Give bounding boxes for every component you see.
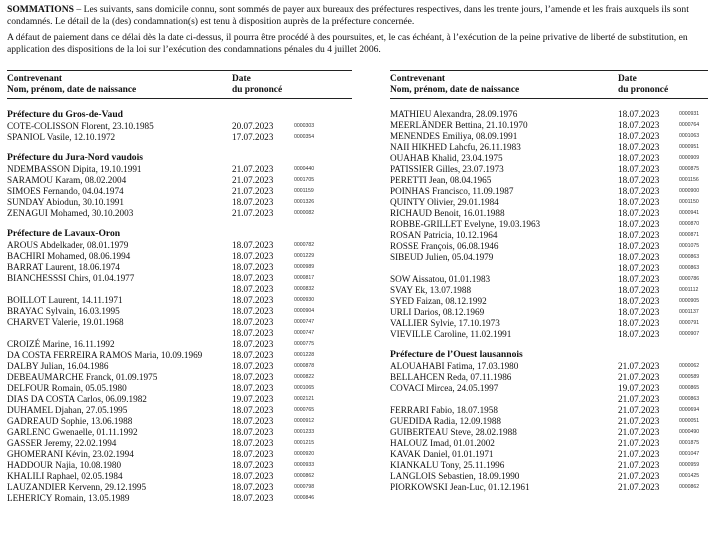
prefecture-section <box>7 109 352 143</box>
case-number: 0000765 <box>294 407 315 413</box>
pronouncement-date: 18.07.2023 <box>618 296 660 306</box>
section-spacer <box>390 340 708 349</box>
case-number: 0000062 <box>679 363 700 369</box>
pronouncement-date: 18.07.2023 <box>618 153 660 163</box>
pronouncement-date: 18.07.2023 <box>232 273 274 283</box>
pronouncement-date: 21.07.2023 <box>232 208 274 218</box>
case-number: 0000863 <box>679 265 700 271</box>
offender-name: NDEMBASSON Dipita, 19.10.1991 <box>7 164 142 174</box>
pronouncement-date: 21.07.2023 <box>618 460 660 470</box>
section-spacer <box>7 143 352 152</box>
pronouncement-date: 18.07.2023 <box>618 219 660 229</box>
pronouncement-date: 21.07.2023 <box>618 416 660 426</box>
offender-header-line2: Nom, prénom, date de naissance <box>390 85 520 95</box>
offender-name: SIMOES Fernando, 04.04.1974 <box>7 186 124 196</box>
case-number: 0000931 <box>679 111 700 117</box>
intro-text <box>7 4 707 59</box>
case-number: 0000989 <box>294 264 315 270</box>
case-number: 0000747 <box>294 330 315 336</box>
pronouncement-date: 21.07.2023 <box>232 175 274 185</box>
offender-name: RICHAUD Benoit, 16.01.1988 <box>390 208 505 218</box>
pronouncement-date: 18.07.2023 <box>232 339 274 349</box>
offender-name: CHARVET Valerie, 19.01.1968 <box>7 317 124 327</box>
offender-row <box>7 427 352 438</box>
offender-name: GADREAUD Sophie, 13.06.1988 <box>7 416 133 426</box>
offender-row <box>7 175 352 186</box>
offender-name: DIAS DA COSTA Carlos, 06.09.1982 <box>7 394 147 404</box>
case-number: 0000490 <box>679 429 700 435</box>
pronouncement-date: 18.07.2023 <box>232 328 274 338</box>
offender-row <box>7 438 352 449</box>
pronouncement-date: 21.07.2023 <box>232 164 274 174</box>
offender-header-line1: Contrevenant <box>7 74 63 84</box>
offender-row <box>390 142 708 153</box>
pronouncement-date: 21.07.2023 <box>618 361 660 371</box>
pronouncement-date: 18.07.2023 <box>232 416 274 426</box>
offender-row <box>390 120 708 131</box>
column-header-rule <box>390 98 708 99</box>
column-top-rule <box>7 70 352 71</box>
offender-row <box>7 284 352 295</box>
pronouncement-date: 18.07.2023 <box>618 230 660 240</box>
offender-row <box>390 175 708 186</box>
offender-row <box>390 394 708 405</box>
offender-name: SOW Aissatou, 01.01.1983 <box>390 274 491 284</box>
pronouncement-date: 18.07.2023 <box>618 318 660 328</box>
case-number: 0000822 <box>294 374 315 380</box>
case-number: 0001065 <box>294 385 315 391</box>
pronouncement-date: 18.07.2023 <box>232 493 274 503</box>
offender-name: LEHERICY Romain, 13.05.1989 <box>7 493 130 503</box>
offender-name: AROUS Abdelkader, 08.01.1979 <box>7 240 129 250</box>
pronouncement-date: 18.07.2023 <box>618 197 660 207</box>
offender-header-line2: Nom, prénom, date de naissance <box>7 85 137 95</box>
offender-row <box>390 438 708 449</box>
pronouncement-date: 18.07.2023 <box>232 482 274 492</box>
offender-row <box>7 394 352 405</box>
pronouncement-date: 17.07.2023 <box>232 132 274 142</box>
left-column <box>7 70 352 504</box>
offender-row <box>7 361 352 372</box>
date-header-line1: Date <box>618 74 637 84</box>
offender-name: DUHAMEL Djahan, 27.05.1995 <box>7 405 128 415</box>
offender-row <box>390 186 708 197</box>
column-top-rule <box>390 70 708 71</box>
pronouncement-date: 20.07.2023 <box>232 121 274 131</box>
right-sections <box>390 109 708 493</box>
offender-row <box>390 329 708 340</box>
pronouncement-date: 21.07.2023 <box>618 372 660 382</box>
offender-row <box>390 274 708 285</box>
offender-row <box>390 361 708 372</box>
offender-name: MATHIEU Alexandra, 28.09.1976 <box>390 109 518 119</box>
case-number: 0001229 <box>294 253 315 259</box>
case-number: 0000878 <box>294 363 315 369</box>
case-number: 0000786 <box>679 276 700 282</box>
case-number: 0000875 <box>679 166 700 172</box>
case-number: 0000933 <box>294 462 315 468</box>
case-number: 0001233 <box>294 429 315 435</box>
offender-row <box>390 427 708 438</box>
offender-name: LAUZANDIER Kervenn, 29.12.1995 <box>7 482 147 492</box>
offender-row <box>390 449 708 460</box>
case-number: 0001215 <box>294 440 315 446</box>
offender-row <box>7 197 352 208</box>
case-number: 0000051 <box>679 418 700 424</box>
left-sections <box>7 109 352 504</box>
offender-row <box>7 208 352 219</box>
offender-name: GUEDIDA Radia, 12.09.1988 <box>390 416 502 426</box>
pronouncement-date: 18.07.2023 <box>232 317 274 327</box>
case-number: 0001156 <box>679 177 699 183</box>
offender-row <box>390 482 708 493</box>
pronouncement-date: 21.07.2023 <box>618 394 660 404</box>
offender-name: DELFOUR Romain, 05.05.1980 <box>7 383 127 393</box>
offender-row <box>7 328 352 339</box>
case-number: 0000082 <box>294 210 315 216</box>
offender-row <box>7 186 352 197</box>
offender-name: OUAHAB Khalid, 23.04.1975 <box>390 153 503 163</box>
offender-header <box>390 74 519 96</box>
offender-header-line1: Contrevenant <box>390 74 446 84</box>
offender-name: PIORKOWSKI Jean-Luc, 01.12.1961 <box>390 482 530 492</box>
offender-row <box>7 405 352 416</box>
offender-row <box>390 416 708 427</box>
pronouncement-date: 21.07.2023 <box>618 438 660 448</box>
case-number: 0000694 <box>679 407 700 413</box>
case-number: 0000905 <box>679 298 700 304</box>
offender-name: DALBY Julian, 16.04.1986 <box>7 361 109 371</box>
prefecture-heading: Préfecture de Lavaux-Oron <box>7 228 121 239</box>
case-number: 0000303 <box>294 123 315 129</box>
offender-row <box>390 197 708 208</box>
offender-row <box>7 416 352 427</box>
prefecture-heading: Préfecture de l’Ouest lausannois <box>390 349 523 360</box>
column-header-rule <box>7 98 352 99</box>
pronouncement-date: 21.07.2023 <box>618 449 660 459</box>
pronouncement-date: 18.07.2023 <box>618 285 660 295</box>
case-number: 0001063 <box>679 133 700 139</box>
offender-row <box>390 230 708 241</box>
offender-row <box>7 132 352 143</box>
offender-name: CROIZÉ Marine, 16.11.1992 <box>7 339 115 349</box>
offender-row <box>7 449 352 460</box>
pronouncement-date: 18.07.2023 <box>618 274 660 284</box>
pronouncement-date: 21.07.2023 <box>618 405 660 415</box>
offender-row <box>7 273 352 284</box>
case-number: 0001075 <box>679 243 700 249</box>
case-number: 0000798 <box>294 484 315 490</box>
offender-name: BOILLOT Laurent, 14.11.1971 <box>7 295 123 305</box>
pronouncement-date: 18.07.2023 <box>618 208 660 218</box>
case-number: 0001047 <box>679 451 700 457</box>
case-number: 0001137 <box>679 309 699 315</box>
offender-row <box>7 383 352 394</box>
offender-row <box>390 296 708 307</box>
offender-row <box>7 471 352 482</box>
pronouncement-date: 18.07.2023 <box>232 350 274 360</box>
case-number: 0000941 <box>679 210 700 216</box>
offender-row <box>390 241 708 252</box>
offender-name: NAII HIKHED Lahcfu, 26.11.1983 <box>390 142 521 152</box>
prefecture-section <box>7 228 352 504</box>
offender-row <box>390 285 708 296</box>
offender-header <box>7 74 136 96</box>
pronouncement-date: 21.07.2023 <box>618 427 660 437</box>
pronouncement-date: 18.07.2023 <box>618 120 660 130</box>
case-number: 0002121 <box>294 396 315 402</box>
pronouncement-date: 18.07.2023 <box>232 295 274 305</box>
offender-name: COTE-COLISSON Florent, 23.10.1985 <box>7 121 154 131</box>
offender-name: BACHIRI Mohamed, 08.06.1994 <box>7 251 131 261</box>
prefecture-section <box>390 109 708 340</box>
offender-row <box>390 471 708 482</box>
section-spacer <box>7 219 352 228</box>
case-number: 0000871 <box>679 232 700 238</box>
pronouncement-date: 18.07.2023 <box>618 263 660 273</box>
case-number: 0000846 <box>294 495 315 501</box>
offender-name: ZENAGUI Mohamed, 30.10.2003 <box>7 208 134 218</box>
offender-name: MEERLÄNDER Bettina, 21.10.1970 <box>390 120 528 130</box>
case-number: 0000900 <box>679 188 700 194</box>
offender-row <box>390 219 708 230</box>
offender-row <box>7 164 352 175</box>
offender-row <box>7 306 352 317</box>
pronouncement-date: 21.07.2023 <box>618 482 660 492</box>
offender-row <box>7 493 352 504</box>
case-number: 0000930 <box>294 297 315 303</box>
offender-name: VALLIER Sylvie, 17.10.1973 <box>390 318 500 328</box>
case-number: 0000782 <box>294 242 315 248</box>
offender-name: SPANIOL Vasile, 12.10.1972 <box>7 132 116 142</box>
case-number: 0000912 <box>294 418 315 424</box>
pronouncement-date: 18.07.2023 <box>618 252 660 262</box>
offender-row <box>7 317 352 328</box>
offender-name: SARAMOU Karam, 08.02.2004 <box>7 175 127 185</box>
offender-row <box>390 164 708 175</box>
column-header <box>390 74 708 98</box>
offender-row <box>7 339 352 350</box>
offender-row <box>390 460 708 471</box>
case-number: 0001875 <box>679 440 700 446</box>
case-number: 0000832 <box>294 286 315 292</box>
offender-row <box>390 405 708 416</box>
offender-name: ROBBE-GRILLET Evelyne, 19.03.1963 <box>390 219 541 229</box>
pronouncement-date: 18.07.2023 <box>232 471 274 481</box>
case-number: 0000817 <box>294 275 315 281</box>
pronouncement-date: 18.07.2023 <box>232 306 274 316</box>
offender-name: SIBEUD Julien, 05.04.1979 <box>390 252 494 262</box>
case-number: 0000440 <box>294 166 315 172</box>
offender-row <box>7 251 352 262</box>
intro-paragraph-1 <box>7 4 707 29</box>
pronouncement-date: 18.07.2023 <box>232 438 274 448</box>
offender-name: URLI Darios, 08.12.1969 <box>390 307 485 317</box>
offender-name: ROSSE François, 06.08.1946 <box>390 241 499 251</box>
pronouncement-date: 18.07.2023 <box>232 251 274 261</box>
case-number: 0000764 <box>679 122 700 128</box>
offender-name: HADDOUR Najia, 10.08.1980 <box>7 460 122 470</box>
offender-row <box>390 109 708 120</box>
offender-name: PERETTI Jean, 08.04.1965 <box>390 175 492 185</box>
prefecture-heading: Préfecture du Gros-de-Vaud <box>7 109 124 120</box>
case-number: 0000775 <box>294 341 315 347</box>
case-number: 0001159 <box>294 188 314 194</box>
case-number: 0001326 <box>294 199 315 205</box>
case-number: 0001228 <box>294 352 315 358</box>
offender-row <box>390 318 708 329</box>
case-number: 0000907 <box>679 331 700 337</box>
intro-paragraph-2: A défaut de paiement dans ce délai dès la date ci-dessus, il pourra être procédé à des poursuites, et, le cas échéant, à l’exécution de la peine privative de liberté de substitution, en application des dispositions de la loi sur l’exécution des condamnations pénales du 4 juillet 2006. <box>7 31 688 55</box>
prefecture-section <box>7 152 352 219</box>
offender-name: GUIBERTEAU Steve, 28.02.1988 <box>390 427 517 437</box>
pronouncement-date: 18.07.2023 <box>618 175 660 185</box>
date-header-line2: du prononcé <box>618 85 669 95</box>
offender-name: DEBEAUMARCHE Franck, 01.09.1975 <box>7 372 158 382</box>
case-number: 0001112 <box>679 287 699 293</box>
prefecture-section <box>390 349 708 493</box>
offender-name: SVAY Ek, 13.07.1988 <box>390 285 472 295</box>
offender-row <box>7 262 352 273</box>
case-number: 0001150 <box>679 199 699 205</box>
case-number: 0000920 <box>294 451 315 457</box>
offender-name: FERRARI Fabio, 18.07.1958 <box>390 405 498 415</box>
pronouncement-date: 18.07.2023 <box>232 262 274 272</box>
pronouncement-date: 18.07.2023 <box>618 186 660 196</box>
offender-name: DA COSTA FERREIRA RAMOS Maria, 10.09.1969 <box>7 350 203 360</box>
pronouncement-date: 19.07.2023 <box>618 383 660 393</box>
pronouncement-date: 18.07.2023 <box>232 240 274 250</box>
offender-name: ROSAN Patricia, 10.12.1964 <box>390 230 498 240</box>
case-number: 0000863 <box>679 254 700 260</box>
pronouncement-date: 18.07.2023 <box>232 197 274 207</box>
case-number: 0000951 <box>679 144 700 150</box>
pronouncement-date: 18.07.2023 <box>232 460 274 470</box>
pronouncement-date: 18.07.2023 <box>618 131 660 141</box>
offender-row <box>390 372 708 383</box>
case-number: 0000909 <box>679 155 700 161</box>
offender-row <box>7 372 352 383</box>
case-number: 0000865 <box>679 385 700 391</box>
case-number: 0001705 <box>294 177 315 183</box>
pronouncement-date: 18.07.2023 <box>618 307 660 317</box>
right-column <box>390 70 708 493</box>
offender-row <box>7 240 352 251</box>
offender-name: GARLENC Gwenaelle, 01.11.1992 <box>7 427 138 437</box>
case-number: 0001425 <box>679 473 700 479</box>
pronouncement-date: 18.07.2023 <box>232 361 274 371</box>
case-number: 0000589 <box>679 374 700 380</box>
offender-name: LANGLOIS Sebastien, 18.09.1990 <box>390 471 520 481</box>
pronouncement-date: 18.07.2023 <box>232 449 274 459</box>
offender-name: GHOMERANI Kévin, 23.02.1994 <box>7 449 134 459</box>
column-header <box>7 74 352 98</box>
pronouncement-date: 18.07.2023 <box>232 383 274 393</box>
case-number: 0000870 <box>679 221 700 227</box>
intro-paragraph-1-text: – Les suivants, sans domicile connu, sont sommés de payer aux bureaux des préfectures respectives, dans les trente jours, l’amende et les frais auxquels ils sont condamnés. Le détail de la (des) condamnation(s) est tenu à disposition auprès de la préfecture concernée. <box>7 4 689 28</box>
case-number: 0000959 <box>679 462 700 468</box>
offender-name: BRAYAC Sylvain, 16.03.1995 <box>7 306 120 316</box>
offender-row <box>7 121 352 132</box>
pronouncement-date: 18.07.2023 <box>232 372 274 382</box>
offender-name: ALOUAHABI Fatima, 17.03.1980 <box>390 361 519 371</box>
case-number: 0000354 <box>294 134 315 140</box>
offender-name: SUNDAY Abiodun, 30.10.1991 <box>7 197 124 207</box>
intro-title: SOMMATIONS <box>7 4 74 15</box>
pronouncement-date: 18.07.2023 <box>618 329 660 339</box>
case-number: 0000862 <box>679 484 700 490</box>
offender-row <box>7 350 352 361</box>
offender-name: COVACI Mircea, 24.05.1997 <box>390 383 499 393</box>
prefecture-heading: Préfecture du Jura-Nord vaudois <box>7 152 143 163</box>
offender-name: MENENDES Emiliya, 08.09.1991 <box>390 131 518 141</box>
pronouncement-date: 18.07.2023 <box>618 109 660 119</box>
pronouncement-date: 18.07.2023 <box>618 241 660 251</box>
offender-name: BARRAT Laurent, 18.06.1974 <box>7 262 120 272</box>
pronouncement-date: 18.07.2023 <box>232 405 274 415</box>
offender-name: KIANKALU Tony, 25.11.1996 <box>390 460 505 470</box>
offender-name: BIANCHESSSI Chirs, 01.04.1977 <box>7 273 135 283</box>
pronouncement-date: 21.07.2023 <box>618 471 660 481</box>
offender-row <box>390 252 708 263</box>
offender-name: KHALILI Raphael, 02.05.1984 <box>7 471 123 481</box>
offender-name: GASSER Jeremy, 22.02.1994 <box>7 438 117 448</box>
offender-name: PATISSIER Gilles, 23.07.1973 <box>390 164 504 174</box>
offender-name: BELLAHCEN Reda, 07.11.1986 <box>390 372 512 382</box>
offender-name: VIEVILLE Caroline, 11.02.1991 <box>390 329 512 339</box>
pronouncement-date: 18.07.2023 <box>232 284 274 294</box>
case-number: 0000862 <box>294 473 315 479</box>
offender-row <box>7 482 352 493</box>
date-header-line2: du prononcé <box>232 85 283 95</box>
offender-row <box>390 383 708 394</box>
pronouncement-date: 19.07.2023 <box>232 394 274 404</box>
case-number: 0000904 <box>294 308 315 314</box>
date-header-line1: Date <box>232 74 251 84</box>
pronouncement-date: 21.07.2023 <box>232 186 274 196</box>
offender-row <box>7 460 352 471</box>
offender-row <box>390 263 708 274</box>
offender-row <box>390 307 708 318</box>
offender-row <box>390 153 708 164</box>
offender-name: HALOUZ Imad, 01.01.2002 <box>390 438 495 448</box>
pronouncement-date: 18.07.2023 <box>232 427 274 437</box>
date-header <box>232 74 282 96</box>
offender-name: QUINTY Olivier, 29.01.1984 <box>390 197 499 207</box>
case-number: 0000791 <box>679 320 700 326</box>
offender-name: POINHAS Francisco, 11.09.1987 <box>390 186 514 196</box>
date-header <box>618 74 668 96</box>
offender-name: SYED Faizan, 08.12.1992 <box>390 296 487 306</box>
offender-row <box>7 295 352 306</box>
offender-row <box>390 208 708 219</box>
offender-row <box>390 131 708 142</box>
pronouncement-date: 18.07.2023 <box>618 164 660 174</box>
offender-name: KAVAK Daniel, 01.01.1971 <box>390 449 494 459</box>
case-number: 0000863 <box>679 396 700 402</box>
case-number: 0000747 <box>294 319 315 325</box>
pronouncement-date: 18.07.2023 <box>618 142 660 152</box>
